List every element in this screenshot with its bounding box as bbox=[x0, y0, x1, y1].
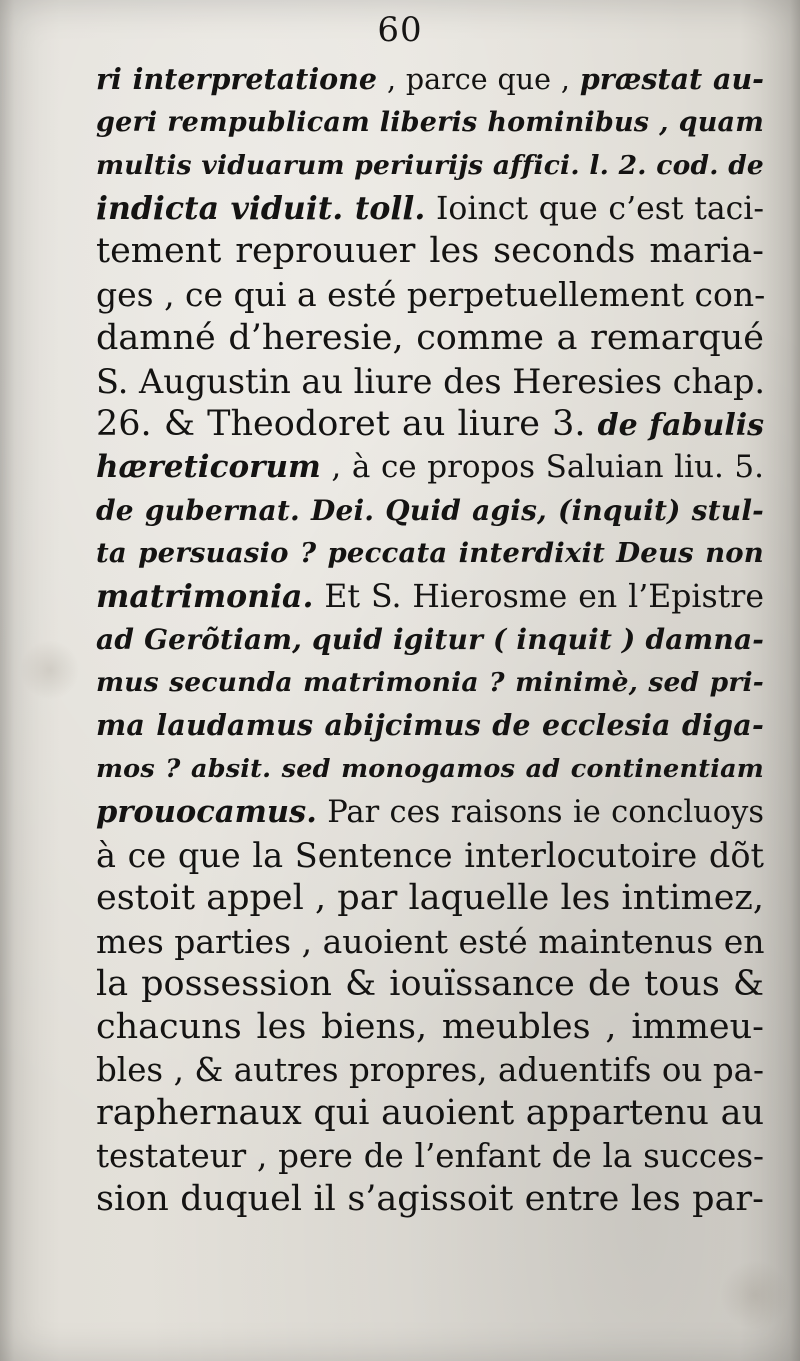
italic-text: geri rempublicam liberis hominibus , quam bbox=[96, 107, 764, 139]
text-line bbox=[96, 963, 764, 1006]
roman-text: Ioinct que c’est taci- bbox=[425, 191, 764, 228]
text-line bbox=[96, 360, 764, 403]
text-line bbox=[96, 1135, 764, 1178]
text-line bbox=[96, 230, 764, 273]
text-line bbox=[96, 704, 764, 747]
roman-text: la possession & iouïssance de tous & bbox=[96, 963, 764, 1004]
text-line bbox=[96, 58, 764, 101]
page-number: 60 bbox=[377, 10, 423, 50]
text-line bbox=[96, 187, 764, 230]
text-line bbox=[96, 1049, 764, 1092]
roman-text: testateur , pere de l’enfant de la succes- bbox=[96, 1137, 764, 1176]
italic-text: hæreticorum bbox=[96, 448, 321, 485]
roman-text: Par ces raisons ie concluoys bbox=[316, 794, 764, 830]
italic-text: indicta viduit. toll. bbox=[96, 190, 426, 228]
italic-text: mus secunda matrimonia ? minimè, sed pri- bbox=[96, 667, 764, 699]
roman-text: bles , & autres propres, aduentifs ou pa- bbox=[96, 1051, 764, 1090]
paper-stain bbox=[20, 640, 80, 700]
text-line bbox=[96, 317, 764, 360]
roman-text: , à ce propos Saluian liu. 5. bbox=[320, 448, 764, 485]
italic-text: præstat au- bbox=[579, 62, 764, 96]
text-line bbox=[96, 532, 764, 575]
text-line bbox=[96, 920, 764, 963]
text-line bbox=[96, 101, 764, 144]
italic-text: ma laudamus abijcimus de ecclesia diga- bbox=[96, 708, 764, 743]
italic-text: ad Gerõtiam, quid igitur ( inquit ) damna- bbox=[96, 623, 765, 657]
roman-text: , parce que , bbox=[377, 63, 580, 96]
text-line bbox=[96, 834, 764, 877]
roman-text: raphernaux qui auoient appartenu au bbox=[96, 1093, 764, 1134]
italic-text: multis viduarum periurijs affici. l. 2. cod. de bbox=[96, 150, 764, 182]
roman-text: tement reprouuer les seconds maria- bbox=[96, 231, 764, 272]
text-line bbox=[96, 1092, 764, 1135]
roman-text: estoit appel , par laquelle les intimez, bbox=[96, 877, 764, 918]
text-line bbox=[96, 1006, 764, 1049]
roman-text: à ce que la Sentence interlocutoire dõt bbox=[96, 835, 764, 875]
text-line bbox=[96, 748, 764, 791]
italic-text: de gubernat. Dei. Quid agis, (inquit) stul- bbox=[96, 493, 764, 527]
roman-text: 26. & Theodoret au liure 3. bbox=[96, 403, 598, 444]
text-line bbox=[96, 575, 764, 618]
text-line bbox=[96, 618, 764, 661]
text-line bbox=[96, 791, 764, 834]
text-line bbox=[96, 403, 764, 446]
roman-text: damné d’heresie, comme a remarqué bbox=[96, 317, 764, 358]
text-line bbox=[96, 144, 764, 187]
italic-text: mos ? absit. sed monogamos ad continentiam bbox=[96, 753, 764, 784]
text-line bbox=[96, 661, 764, 704]
text-line bbox=[96, 446, 764, 489]
text-line bbox=[96, 1178, 764, 1221]
italic-text: de fabulis bbox=[597, 407, 765, 443]
italic-text: prouocamus. bbox=[96, 793, 317, 830]
text-line bbox=[96, 877, 764, 920]
roman-text: S. Augustin au liure des Heresies chap. bbox=[96, 361, 766, 401]
italic-text: ri interpretatione bbox=[96, 62, 378, 96]
text-line bbox=[96, 273, 764, 316]
text-line bbox=[96, 489, 764, 532]
roman-text: ges , ce qui a esté perpetuellement con- bbox=[96, 275, 766, 315]
italic-text: ta persuasio ? peccata interdixit Deus non bbox=[96, 537, 764, 570]
roman-text: Et S. Hierosme en l’Epistre bbox=[313, 579, 764, 616]
roman-text: mes parties , auoient esté maintenus en bbox=[96, 921, 765, 961]
roman-text: chacuns les biens, meubles , immeu- bbox=[96, 1007, 764, 1048]
body-text bbox=[96, 58, 764, 1222]
italic-text: matrimonia. bbox=[96, 578, 314, 616]
roman-text: sion duquel il s’agissoit entre les par- bbox=[96, 1179, 764, 1220]
paper-stain bbox=[720, 1260, 790, 1330]
